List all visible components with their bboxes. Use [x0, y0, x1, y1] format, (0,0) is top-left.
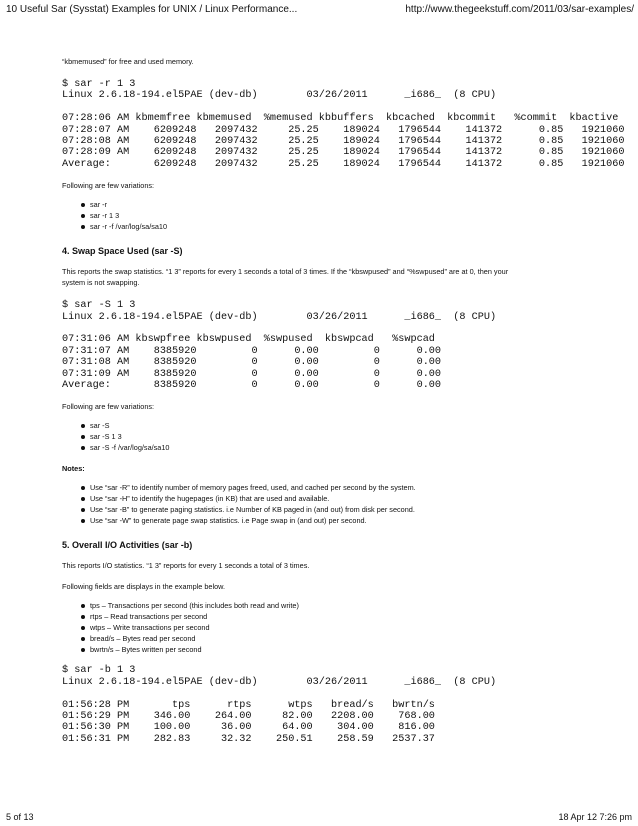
code-output-table: 07:28:06 AM kbmemfree kbmemused %memused kbbuffers kbcached kbcommit %commit kbactive 07:28:07 AM 6209248 2097432 25.25 189024 1796544 141372 0.85 1921060 07:28:08 AM 6209248 2097432 25.25 189024 1796544 141372 0.85 1921060 07:28:09 AM 6209248 2097432 25.25 189024 1796544 141372 0.85 1921060 Average: 6209248 2097432 25.25 189024 1796544 141372 0.85 1921060 [62, 113, 625, 170]
list-item: sar -S [90, 420, 622, 431]
intro-line: “kbmemused” for free and used memory. [62, 57, 194, 66]
list-item: tps – Transactions per second (this includes both read and write) [90, 600, 622, 611]
code-block-sar-S [62, 300, 622, 391]
variations-list [62, 199, 622, 232]
section-description: This reports the swap statistics. “1 3” reports for every 1 seconds a total of 3 times. If the “kbswpused” and “%swpused” are at 0, then your system is not swapping. [62, 267, 509, 288]
list-item: rtps – Read transactions per second [90, 611, 622, 622]
notes-list [62, 482, 622, 526]
page-header [6, 4, 634, 18]
variations-lead: Following are few variations: [62, 181, 155, 191]
code-system-line: Linux 2.6.18-194.el5PAE (dev-db) 03/26/2011 _i686_ (8 CPU) [62, 90, 497, 102]
list-item: bwrtn/s – Bytes written per second [90, 644, 622, 655]
list-item: sar -S -f /var/log/sa/sa10 [90, 442, 622, 453]
list-item: Use “sar -H” to identify the hugepages (in KB) that are used and available. [90, 493, 622, 504]
code-system-line: Linux 2.6.18-194.el5PAE (dev-db) 03/26/2011 _i686_ (8 CPU) [62, 676, 497, 688]
list-item: Use “sar -W” to generate page swap statistics. i.e Page swap in (and out) per second. [90, 515, 622, 526]
list-item: Use “sar -B” to generate paging statistics. i.e Number of KB paged in (and out) from disk per second. [90, 504, 622, 515]
print-datetime: 18 Apr 12 7:26 pm [558, 812, 632, 822]
page-footer [6, 812, 632, 826]
code-command: $ sar -r 1 3 [62, 79, 136, 90]
list-item: sar -S 1 3 [90, 431, 622, 442]
list-item: sar -r -f /var/log/sa/sa10 [90, 221, 622, 232]
code-output-table: 01:56:28 PM tps rtps wtps bread/s bwrtn/s 01:56:29 PM 346.00 264.00 82.00 2208.00 768.00 01:56:30 PM 100.00 36.00 64.00 304.00 816.00 01:56:31 PM 282.83 32.32 250.51 258.59 2537.37 [62, 699, 435, 745]
list-item: sar -r [90, 199, 622, 210]
page-title: 10 Useful Sar (Sysstat) Examples for UNIX / Linux Performance... [6, 4, 298, 15]
article-body [62, 52, 625, 745]
list-item: wtps – Write transactions per second [90, 622, 622, 633]
section-heading: 5. Overall I/O Activities (sar -b) [62, 540, 193, 551]
code-command: $ sar -b 1 3 [62, 665, 136, 677]
variations-list [62, 420, 622, 453]
fields-list [62, 600, 622, 655]
page-url: http://www.thegeekstuff.com/2011/03/sar-examples/ [405, 4, 634, 15]
code-system-line: Linux 2.6.18-194.el5PAE (dev-db) 03/26/2011 _i686_ (8 CPU) [62, 311, 497, 323]
code-command: $ sar -S 1 3 [62, 300, 136, 312]
code-block-sar-r [62, 79, 625, 170]
list-item: sar -r 1 3 [90, 210, 622, 221]
page-number: 5 of 13 [6, 812, 34, 822]
code-block-sar-b [62, 665, 622, 745]
notes-title: Notes: [62, 464, 85, 474]
section-heading: 4. Swap Space Used (sar -S) [62, 246, 183, 257]
list-item: Use “sar -R” to identify number of memory pages freed, used, and cached per second by the system. [90, 482, 622, 493]
code-output-table: 07:31:06 AM kbswpfree kbswpused %swpused kbswpcad %swpcad 07:31:07 AM 8385920 0 0.00 0 0.00 07:31:08 AM 8385920 0 0.00 0 0.00 07:31:09 AM 8385920 0 0.00 0 0.00 Average: 8385920 0 0.00 0 0.00 [62, 334, 442, 392]
list-item: bread/s – Bytes read per second [90, 633, 622, 644]
fields-lead: Following fields are displays in the example below. [62, 582, 226, 592]
section-description: This reports I/O statistics. “1 3” reports for every 1 seconds a total of 3 times. [62, 561, 310, 571]
variations-lead: Following are few variations: [62, 402, 155, 412]
